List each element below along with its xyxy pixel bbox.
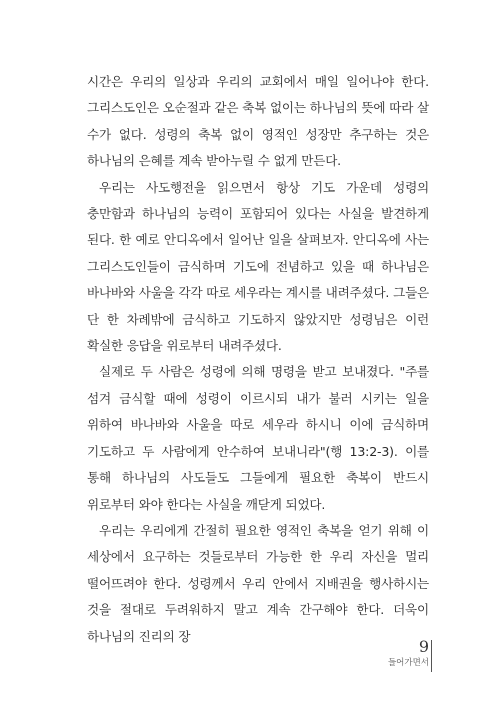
running-section-title: 들어가면서 [387,658,429,668]
paragraph-2: 우리는 사도행전을 읽으면서 항상 기도 가운데 성령의 충만함과 하나님의 능력이 포함되어 있다는 사실을 발견하게 된다. 한 예로 안디옥에서 일어난 일을 살펴보자. 안디옥에 사는 그리스도인들이 금식하며 기도에 전념하고 있을 때 하나님은 바나바와 사울을 각각 따로 세우라는 계시를 내려주셨다. 그들은 단 한 차례밖에 금식하고 기도하지 않았지만 성령님은 이런 확실한 응답을 위로부터 내려주셨다. [87,179,429,354]
page-number: 9 [418,637,429,656]
page-footer [388,638,432,670]
paragraph-1: 시간은 우리의 일상과 우리의 교회에서 매일 일어나야 한다. 그리스도인은 오순절과 같은 축복 없이는 하나님의 뜻에 따라 살 수가 없다. 성령의 축복 없이 영적인 성장만 추구하는 것은 하나님의 은혜를 계속 받아누릴 수 없게 만든다. [87,74,429,169]
paragraph-3: 실제로 두 사람은 성령에 의해 명령을 받고 보내졌다. "주를 섬겨 금식할 때에 성령이 이르시되 내가 불러 시키는 일을 위하여 바나바와 사울을 따로 세우라 하시니 이에 금식하며 기도하고 두 사람에게 안수하여 보내니라"(행 13:2-3). 이를 통해 하나님의 사도들도 그들에게 필요한 축복이 반드시 위로부터 와야 한다는 사실을 깨닫게 되었다. [87,364,429,512]
body-text [87,69,429,650]
paragraph-4: 우리는 우리에게 간절히 필요한 영적인 축복을 얻기 위해 이 세상에서 요구하는 것들로부터 가능한 한 우리 자신을 멀리 떨어뜨려야 한다. 성령께서 우리 안에서 지배권을 행사하시는 것을 절대로 두려워하지 말고 계속 간구해야 한다. 더욱이 하나님의 진리의 장 [87,522,429,644]
